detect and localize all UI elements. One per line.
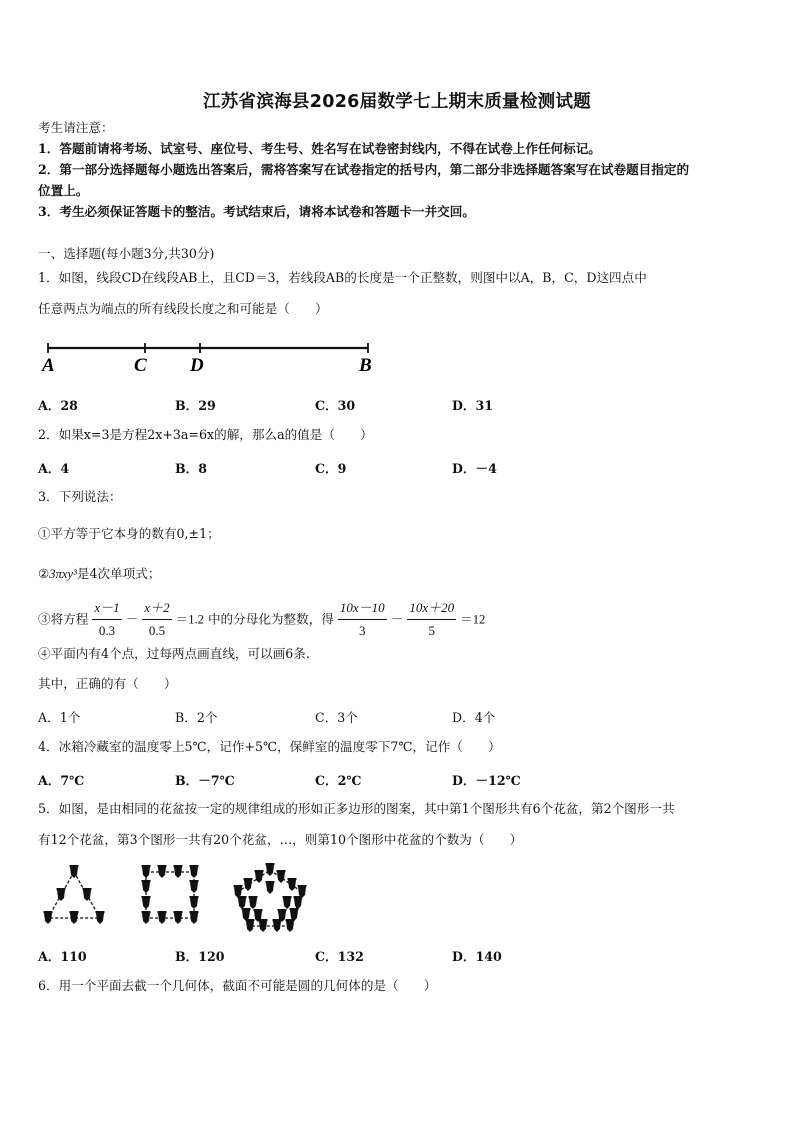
fraction-4 xyxy=(407,598,456,641)
q2-option-b: B．8 xyxy=(175,461,208,476)
fraction-3 xyxy=(338,598,387,641)
q3-statement-2-text: 是4次单项式； xyxy=(76,566,161,581)
q1-option-a: A．28 xyxy=(38,398,78,413)
point-a-label: A xyxy=(42,355,55,376)
q5-stem-line1: 5．如图，是由相同的花盆按一定的规律组成的形如正多边形的图案，其中第1个图形共有6个花盆，第2个图形一共 xyxy=(38,801,675,816)
square-pattern xyxy=(142,865,199,924)
q4-stem: 4．冰箱冷藏室的温度零上5℃，记作+5℃，保鲜室的温度零下7℃，记作（ ） xyxy=(38,739,501,754)
fraction-2 xyxy=(142,598,171,641)
q4-option-b: B．－7℃ xyxy=(175,773,235,788)
q3-stem: 3．下列说法： xyxy=(38,489,122,504)
q1-stem-line2: 任意两点为端点的所有线段长度之和可能是（ ） xyxy=(38,301,328,316)
fraction-1-den: 0.3 xyxy=(98,623,116,638)
q2-option-a: A．4 xyxy=(38,461,70,476)
q3-statement-3-pre: ③将方程 xyxy=(38,611,89,627)
fraction-3-den: 3 xyxy=(359,623,366,638)
q2-option-d: D．－4 xyxy=(452,461,497,476)
q5-option-b: B．120 xyxy=(175,949,225,964)
q5-option-a: A．110 xyxy=(38,949,87,964)
fraction-3-num: 10x－10 xyxy=(338,598,387,620)
q3-monomial: 3πxy³ xyxy=(49,567,77,581)
pentagon-pattern xyxy=(234,863,307,932)
triangle-pattern xyxy=(44,865,105,924)
q5-stem-line2: 有12个花盆，第3个图形一共有20个花盆，…，则第10个图形中花盆的个数为（ ） xyxy=(38,832,523,847)
point-b-label: B xyxy=(359,355,372,376)
fraction-2-den: 0.5 xyxy=(148,623,166,638)
fraction-4-num: 10x＋20 xyxy=(407,598,456,620)
minus-sign-2: － xyxy=(390,611,404,627)
q3-option-a: A．1个 xyxy=(38,710,81,725)
q3-statement-2-marker: ② xyxy=(38,566,50,581)
notice-item-2: 2．第一部分选择题每小题选出答案后，需将答案写在试卷指定的括号内，第二部分非选择题答案写在试卷题目指定的 xyxy=(38,162,690,177)
fraction-2-num: x＋2 xyxy=(142,598,171,620)
q3-statement-4: ④平面内有4个点，过每两点画直线，可以画6条. xyxy=(38,646,310,661)
section-heading: 一、选择题(每小题3分,共30分) xyxy=(38,246,215,261)
q5-option-c: C．132 xyxy=(315,949,364,964)
q3-option-b: B．2个 xyxy=(175,710,218,725)
notice-item-1: 1．答题前请将考场、试室号、座位号、考生号、姓名写在试卷密封线内，不得在试卷上作任何标记。 xyxy=(38,141,601,156)
q3-option-c: C．3个 xyxy=(315,710,358,725)
q2-stem: 2．如果x=3是方程2x+3a=6x的解，那么a的值是（ ） xyxy=(38,427,373,442)
point-c-label: C xyxy=(134,355,147,376)
q4-option-c: C．2℃ xyxy=(315,773,362,788)
q1-option-c: C．30 xyxy=(315,398,356,413)
q2-option-c: C．9 xyxy=(315,461,347,476)
page-title: 江苏省滨海县2026届数学七上期末质量检测试题 xyxy=(202,92,592,112)
q3-ask: 其中，正确的有（ ） xyxy=(38,676,177,691)
flowerpot-patterns-figure xyxy=(36,858,316,938)
equals-1: ＝1.2 xyxy=(175,612,204,627)
q3-statement-2 xyxy=(38,566,160,582)
notice-item-2-cont: 位置上。 xyxy=(38,183,89,198)
q3-statement-3 xyxy=(38,598,485,641)
q3-statement-3-mid: 中的分母化为整数，得 xyxy=(207,611,334,627)
q3-statement-1: ①平方等于它本身的数有0,±1； xyxy=(38,526,220,541)
q5-option-d: D．140 xyxy=(452,949,502,964)
minus-sign-1: － xyxy=(125,611,139,627)
q3-option-d: D．4个 xyxy=(452,710,496,725)
q4-option-d: D．－12℃ xyxy=(452,773,521,788)
q4-option-a: A．7℃ xyxy=(38,773,85,788)
q1-option-b: B．29 xyxy=(175,398,216,413)
segment-figure xyxy=(38,336,383,378)
equals-2: ＝12 xyxy=(460,612,486,627)
notice-item-3: 3．考生必须保证答题卡的整洁。考试结束后，请将本试卷和答题卡一并交回。 xyxy=(38,204,475,219)
q1-stem-line1: 1．如图，线段CD在线段AB上，且CD＝3，若线段AB的长度是一个正整数，则图中以A，B，C，D这四点中 xyxy=(38,270,647,285)
q1-option-d: D．31 xyxy=(452,398,494,413)
point-d-label: D xyxy=(190,355,204,376)
q6-stem: 6．用一个平面去截一个几何体，截面不可能是圆的几何体的是（ ） xyxy=(38,978,437,993)
notice-heading: 考生请注意： xyxy=(38,120,114,135)
fraction-4-den: 5 xyxy=(428,623,435,638)
fraction-1 xyxy=(92,598,121,641)
fraction-1-num: x－1 xyxy=(92,598,121,620)
